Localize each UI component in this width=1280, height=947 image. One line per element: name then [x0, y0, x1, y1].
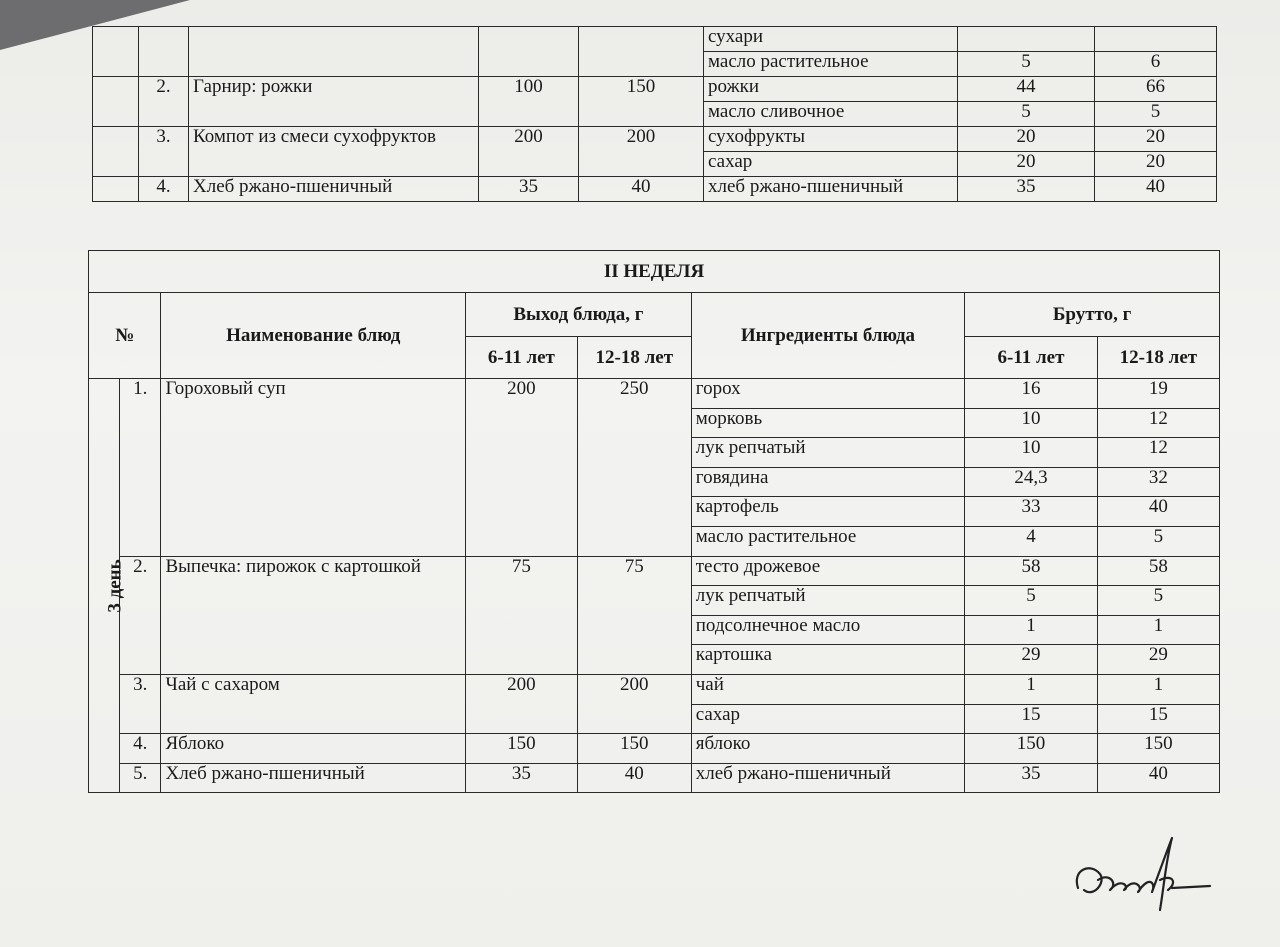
dish-name: Выпечка: пирожок с картошкой [161, 556, 466, 674]
day-label-text: 3 день [104, 559, 126, 613]
header-brutto: Брутто, г [965, 293, 1220, 337]
brutto-6-11: 10 [965, 438, 1098, 468]
output-12-18: 250 [577, 379, 691, 557]
brutto-12-18: 40 [1095, 177, 1217, 202]
brutto-6-11: 4 [965, 526, 1098, 556]
header-dish-name: Наименование блюд [161, 293, 466, 379]
output-12-18: 75 [577, 556, 691, 674]
ingredient-name: хлеб ржано-пшеничный [691, 763, 964, 793]
brutto-6-11: 35 [958, 177, 1095, 202]
day-cell [93, 177, 139, 202]
ingredient-name: морковь [691, 408, 964, 438]
ingredient-name: картофель [691, 497, 964, 527]
header-brutto-age-12-18: 12-18 лет [1097, 337, 1219, 379]
dish-name [189, 27, 479, 77]
header-ingredients: Ингредиенты блюда [691, 293, 964, 379]
dish-name: Хлеб ржано-пшеничный [189, 177, 479, 202]
brutto-6-11: 150 [965, 734, 1098, 764]
table-row [93, 77, 1217, 102]
brutto-6-11: 33 [965, 497, 1098, 527]
handwritten-signature [1060, 830, 1220, 920]
ingredient-name: лук репчатый [691, 586, 964, 616]
dish-number [139, 27, 189, 77]
dish-number: 3. [139, 127, 189, 177]
week-menu-table [88, 250, 1220, 793]
brutto-6-11: 58 [965, 556, 1098, 586]
ingredient-name: яблоко [691, 734, 964, 764]
ingredient-name: сухари [704, 27, 958, 52]
brutto-6-11: 10 [965, 408, 1098, 438]
brutto-12-18: 1 [1097, 615, 1219, 645]
ingredient-name: чай [691, 674, 964, 704]
output-6-11: 200 [465, 674, 577, 733]
brutto-12-18: 12 [1097, 408, 1219, 438]
output-6-11: 35 [465, 763, 577, 793]
brutto-12-18: 15 [1097, 704, 1219, 734]
brutto-6-11: 20 [958, 127, 1095, 152]
table-row [89, 763, 1220, 793]
brutto-12-18: 5 [1095, 102, 1217, 127]
dish-number: 3. [120, 674, 161, 733]
day-cell [93, 127, 139, 177]
table-row [93, 177, 1217, 202]
ingredient-name: хлеб ржано-пшеничный [704, 177, 958, 202]
brutto-12-18 [1095, 27, 1217, 52]
dish-number: 2. [120, 556, 161, 674]
brutto-6-11: 1 [965, 615, 1098, 645]
header-brutto-age-6-11: 6-11 лет [965, 337, 1098, 379]
dish-name: Хлеб ржано-пшеничный [161, 763, 466, 793]
brutto-12-18: 66 [1095, 77, 1217, 102]
table-row [89, 379, 1220, 409]
ingredient-name: сахар [691, 704, 964, 734]
output-6-11: 150 [465, 734, 577, 764]
brutto-12-18: 40 [1097, 763, 1219, 793]
table-row [93, 27, 1217, 52]
ingredient-name: масло растительное [704, 52, 958, 77]
brutto-6-11: 5 [958, 52, 1095, 77]
day-label [89, 379, 126, 793]
brutto-6-11: 1 [965, 674, 1098, 704]
day-cell [93, 27, 139, 77]
header-output-age-6-11: 6-11 лет [465, 337, 577, 379]
output-12-18: 150 [577, 734, 691, 764]
table-row [93, 127, 1217, 152]
output-12-18: 200 [579, 127, 704, 177]
output-6-11: 75 [465, 556, 577, 674]
table-row [89, 556, 1220, 586]
brutto-12-18: 6 [1095, 52, 1217, 77]
brutto-6-11: 20 [958, 152, 1095, 177]
brutto-6-11: 5 [965, 586, 1098, 616]
brutto-6-11: 29 [965, 645, 1098, 675]
dish-number: 2. [139, 77, 189, 127]
ingredient-name: подсолнечное масло [691, 615, 964, 645]
output-6-11 [479, 27, 579, 77]
brutto-12-18: 12 [1097, 438, 1219, 468]
output-12-18: 200 [577, 674, 691, 733]
dish-name: Яблоко [161, 734, 466, 764]
header-number: № [89, 293, 161, 379]
brutto-6-11: 16 [965, 379, 1098, 409]
ingredient-name: сухофрукты [704, 127, 958, 152]
brutto-12-18: 5 [1097, 526, 1219, 556]
dish-number: 5. [120, 763, 161, 793]
table-row [89, 674, 1220, 704]
brutto-12-18: 5 [1097, 586, 1219, 616]
output-6-11: 35 [479, 177, 579, 202]
ingredient-name: говядина [691, 467, 964, 497]
brutto-12-18: 1 [1097, 674, 1219, 704]
brutto-6-11 [958, 27, 1095, 52]
output-12-18: 150 [579, 77, 704, 127]
brutto-6-11: 35 [965, 763, 1098, 793]
output-12-18: 40 [579, 177, 704, 202]
ingredient-name: масло растительное [691, 526, 964, 556]
ingredient-name: картошка [691, 645, 964, 675]
brutto-12-18: 58 [1097, 556, 1219, 586]
ingredient-name: рожки [704, 77, 958, 102]
brutto-6-11: 44 [958, 77, 1095, 102]
ingredient-name: масло сливочное [704, 102, 958, 127]
brutto-12-18: 150 [1097, 734, 1219, 764]
output-6-11: 100 [479, 77, 579, 127]
output-12-18 [579, 27, 704, 77]
dish-number: 4. [139, 177, 189, 202]
brutto-12-18: 29 [1097, 645, 1219, 675]
brutto-6-11: 15 [965, 704, 1098, 734]
output-6-11: 200 [465, 379, 577, 557]
ingredient-name: горох [691, 379, 964, 409]
dish-name: Чай с сахаром [161, 674, 466, 733]
table-row [89, 734, 1220, 764]
ingredient-name: тесто дрожевое [691, 556, 964, 586]
previous-menu-table [92, 26, 1217, 202]
dish-name: Гарнир: рожки [189, 77, 479, 127]
day-cell [93, 77, 139, 127]
brutto-12-18: 20 [1095, 152, 1217, 177]
brutto-6-11: 5 [958, 102, 1095, 127]
header-output: Выход блюда, г [465, 293, 691, 337]
ingredient-name: лук репчатый [691, 438, 964, 468]
brutto-12-18: 32 [1097, 467, 1219, 497]
week-title: II НЕДЕЛЯ [89, 251, 1220, 293]
ingredient-name: сахар [704, 152, 958, 177]
brutto-12-18: 40 [1097, 497, 1219, 527]
output-6-11: 200 [479, 127, 579, 177]
dish-name: Компот из смеси сухофруктов [189, 127, 479, 177]
dish-number: 4. [120, 734, 161, 764]
dish-number: 1. [120, 379, 161, 557]
brutto-12-18: 20 [1095, 127, 1217, 152]
brutto-6-11: 24,3 [965, 467, 1098, 497]
brutto-12-18: 19 [1097, 379, 1219, 409]
header-output-age-12-18: 12-18 лет [577, 337, 691, 379]
output-12-18: 40 [577, 763, 691, 793]
dish-name: Гороховый суп [161, 379, 466, 557]
